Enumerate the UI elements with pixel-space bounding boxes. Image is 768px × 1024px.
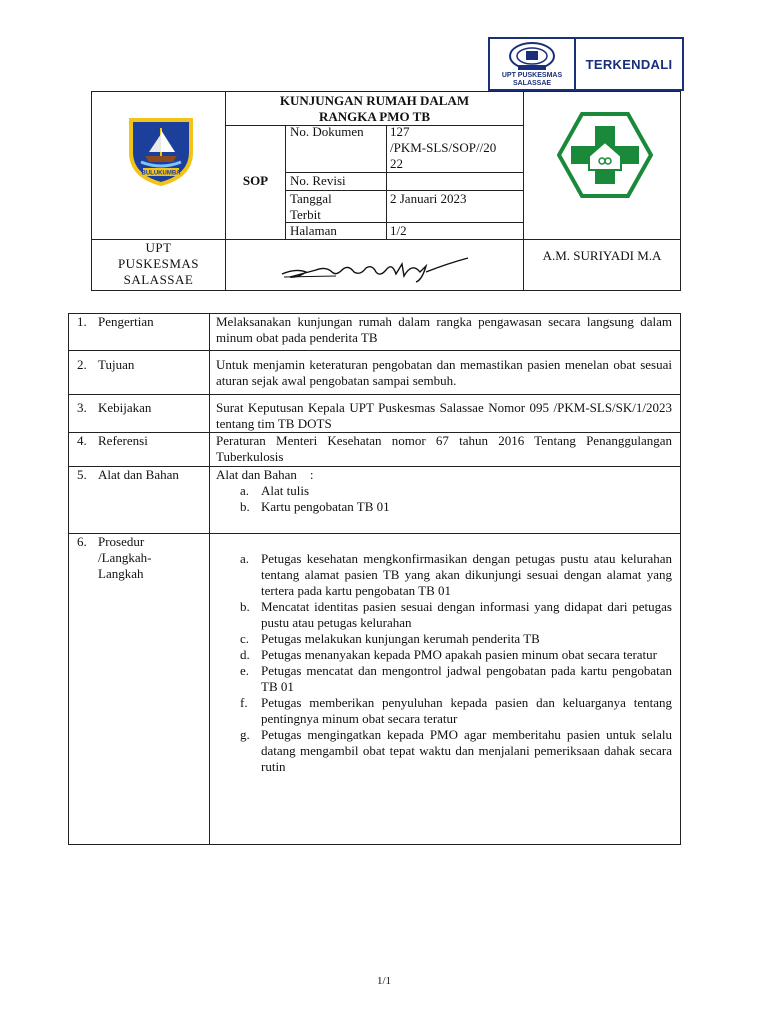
list-marker: b. xyxy=(240,599,250,614)
list-text: Petugas mengingatkan kepada PMO agar memberitahu pasien untuk selalu datang mengambil obat tepat waktu dan menjalani pemeriksaan dahak secara rutin xyxy=(261,727,672,774)
org-line: UPT xyxy=(145,240,172,255)
section-label: Referensi xyxy=(98,433,148,448)
stamp-label: TERKENDALI xyxy=(574,37,684,91)
list-marker: d. xyxy=(240,647,250,662)
section-text: Peraturan Menteri Kesehatan nomor 67 tahun 2016 Tentang Penanggulangan Tuberkulosis xyxy=(216,433,672,464)
org-line: PUSKESMAS xyxy=(117,256,200,271)
emblem-text: BULUKUMBA xyxy=(141,170,181,177)
section-label: Tujuan xyxy=(98,357,135,372)
list-item xyxy=(216,551,672,599)
puskesmas-logo-icon xyxy=(557,112,653,198)
list-item xyxy=(216,631,672,647)
org-line: SALASSAE xyxy=(123,272,194,287)
list-text: Mencatat identitas pasien sesuai dengan informasi yang didapat dari petugas pustu atau petugas kelurahan xyxy=(261,599,672,630)
stamp-caption-line-2: SALASSAE xyxy=(512,80,552,87)
tools-list xyxy=(216,483,672,515)
section-number: 4. xyxy=(77,433,87,448)
list-marker: g. xyxy=(240,727,250,742)
section-number: 2. xyxy=(77,357,87,372)
value-no-dokumen-line: 22 xyxy=(390,156,403,171)
list-marker: b. xyxy=(240,499,250,514)
document-title xyxy=(226,93,523,125)
list-text: Petugas memberikan penyuluhan kepada pasien dan keluarganya tentang pentingnya minum obat secara teratur xyxy=(261,695,672,726)
section-label: Pengertian xyxy=(98,314,154,329)
section-text: Untuk menjamin keteraturan pengobatan dan memastikan pasien menelan obat sesuai aturan sejak awal pengobatan sampai sembuh. xyxy=(216,357,672,388)
stamp-caption xyxy=(490,72,574,88)
section-number: 5. xyxy=(77,467,87,482)
list-text: Petugas mencatat dan mengontrol jadwal pengobatan pada kartu pengobatan TB 01 xyxy=(261,663,672,694)
label-no-revisi: No. Revisi xyxy=(290,173,346,188)
title-line-2: RANGKA PMO TB xyxy=(319,109,430,124)
label-tanggal-terbit xyxy=(290,191,332,223)
list-text: Petugas menanyakan kepada PMO apakah pasien minum obat secara teratur xyxy=(261,647,657,662)
list-item xyxy=(216,483,672,499)
list-item xyxy=(216,663,672,695)
section-label: Kebijakan xyxy=(98,400,152,415)
bulukumba-emblem-icon xyxy=(123,112,199,188)
section-label-line: Prosedur xyxy=(98,534,145,549)
sop-header-table xyxy=(91,91,681,291)
list-item xyxy=(216,499,672,515)
stamp-caption-line-1: UPT PUSKESMAS xyxy=(501,72,563,79)
section-row-referensi xyxy=(69,433,680,467)
value-no-dokumen-line: 127 xyxy=(390,124,410,139)
list-text: Petugas kesehatan mengkonfirmasikan dengan petugas pustu atau kelurahan tentang alamat pasien TB yang akan dikunjungi sesuai dengan alamat yang tertera pada kartu pengobatan TB 01 xyxy=(261,551,672,598)
list-text: Kartu pengobatan TB 01 xyxy=(261,499,390,514)
list-marker: e. xyxy=(240,663,250,678)
organization-name xyxy=(92,240,225,288)
list-item xyxy=(216,695,672,727)
section-row-tujuan xyxy=(69,351,680,395)
section-row-alat-bahan xyxy=(69,467,680,534)
list-text: Alat tulis xyxy=(261,483,310,498)
list-item xyxy=(216,647,672,663)
section-text: Melaksanakan kunjungan rumah dalam rangka pengawasan secara langsung dalam minum obat pada penderita TB xyxy=(216,314,672,345)
section-number: 6. xyxy=(77,534,87,549)
stamp-logo-box xyxy=(488,37,576,91)
list-marker: a. xyxy=(240,483,250,498)
label-terbit-line: Terbit xyxy=(290,207,321,222)
section-label-line: Langkah xyxy=(98,566,144,581)
procedure-list xyxy=(216,551,672,775)
section-intro: Alat dan Bahan : xyxy=(216,467,314,482)
section-label-line: /Langkah- xyxy=(98,550,152,565)
controlled-stamp xyxy=(488,37,684,89)
list-marker: f. xyxy=(240,695,248,710)
list-text: Petugas melakukan kunjungan kerumah penderita TB xyxy=(261,631,540,646)
sop-label: SOP xyxy=(242,173,269,188)
signer-name: A.M. SURIYADI M.A xyxy=(542,248,662,263)
section-row-pengertian xyxy=(69,314,680,351)
value-halaman: 1/2 xyxy=(390,223,407,238)
section-row-kebijakan xyxy=(69,395,680,433)
value-no-dokumen-line: /PKM-SLS/SOP//20 xyxy=(390,140,497,155)
list-item xyxy=(216,599,672,631)
signature-image xyxy=(276,250,472,284)
page-number: 1/1 xyxy=(376,975,392,987)
label-no-dokumen: No. Dokumen xyxy=(290,124,364,139)
list-item xyxy=(216,727,672,775)
label-tanggal-line: Tanggal xyxy=(290,191,332,206)
title-line-1: KUNJUNGAN RUMAH DALAM xyxy=(279,93,470,108)
section-number: 3. xyxy=(77,400,87,415)
section-row-prosedur xyxy=(69,534,680,844)
section-label xyxy=(98,534,206,582)
sop-content-table xyxy=(68,313,681,845)
value-tanggal-terbit: 2 Januari 2023 xyxy=(390,191,467,206)
value-no-dokumen xyxy=(390,124,520,172)
section-text: Surat Keputusan Kepala UPT Puskesmas Salassae Nomor 095 /PKM-SLS/SK/1/2023 tentang tim TB DOTS xyxy=(216,400,672,431)
section-number: 1. xyxy=(77,314,87,329)
section-label: Alat dan Bahan xyxy=(98,467,179,482)
list-marker: a. xyxy=(240,551,250,566)
list-marker: c. xyxy=(240,631,250,646)
puskesmas-emblem-icon xyxy=(490,39,574,73)
label-halaman: Halaman xyxy=(290,223,337,238)
